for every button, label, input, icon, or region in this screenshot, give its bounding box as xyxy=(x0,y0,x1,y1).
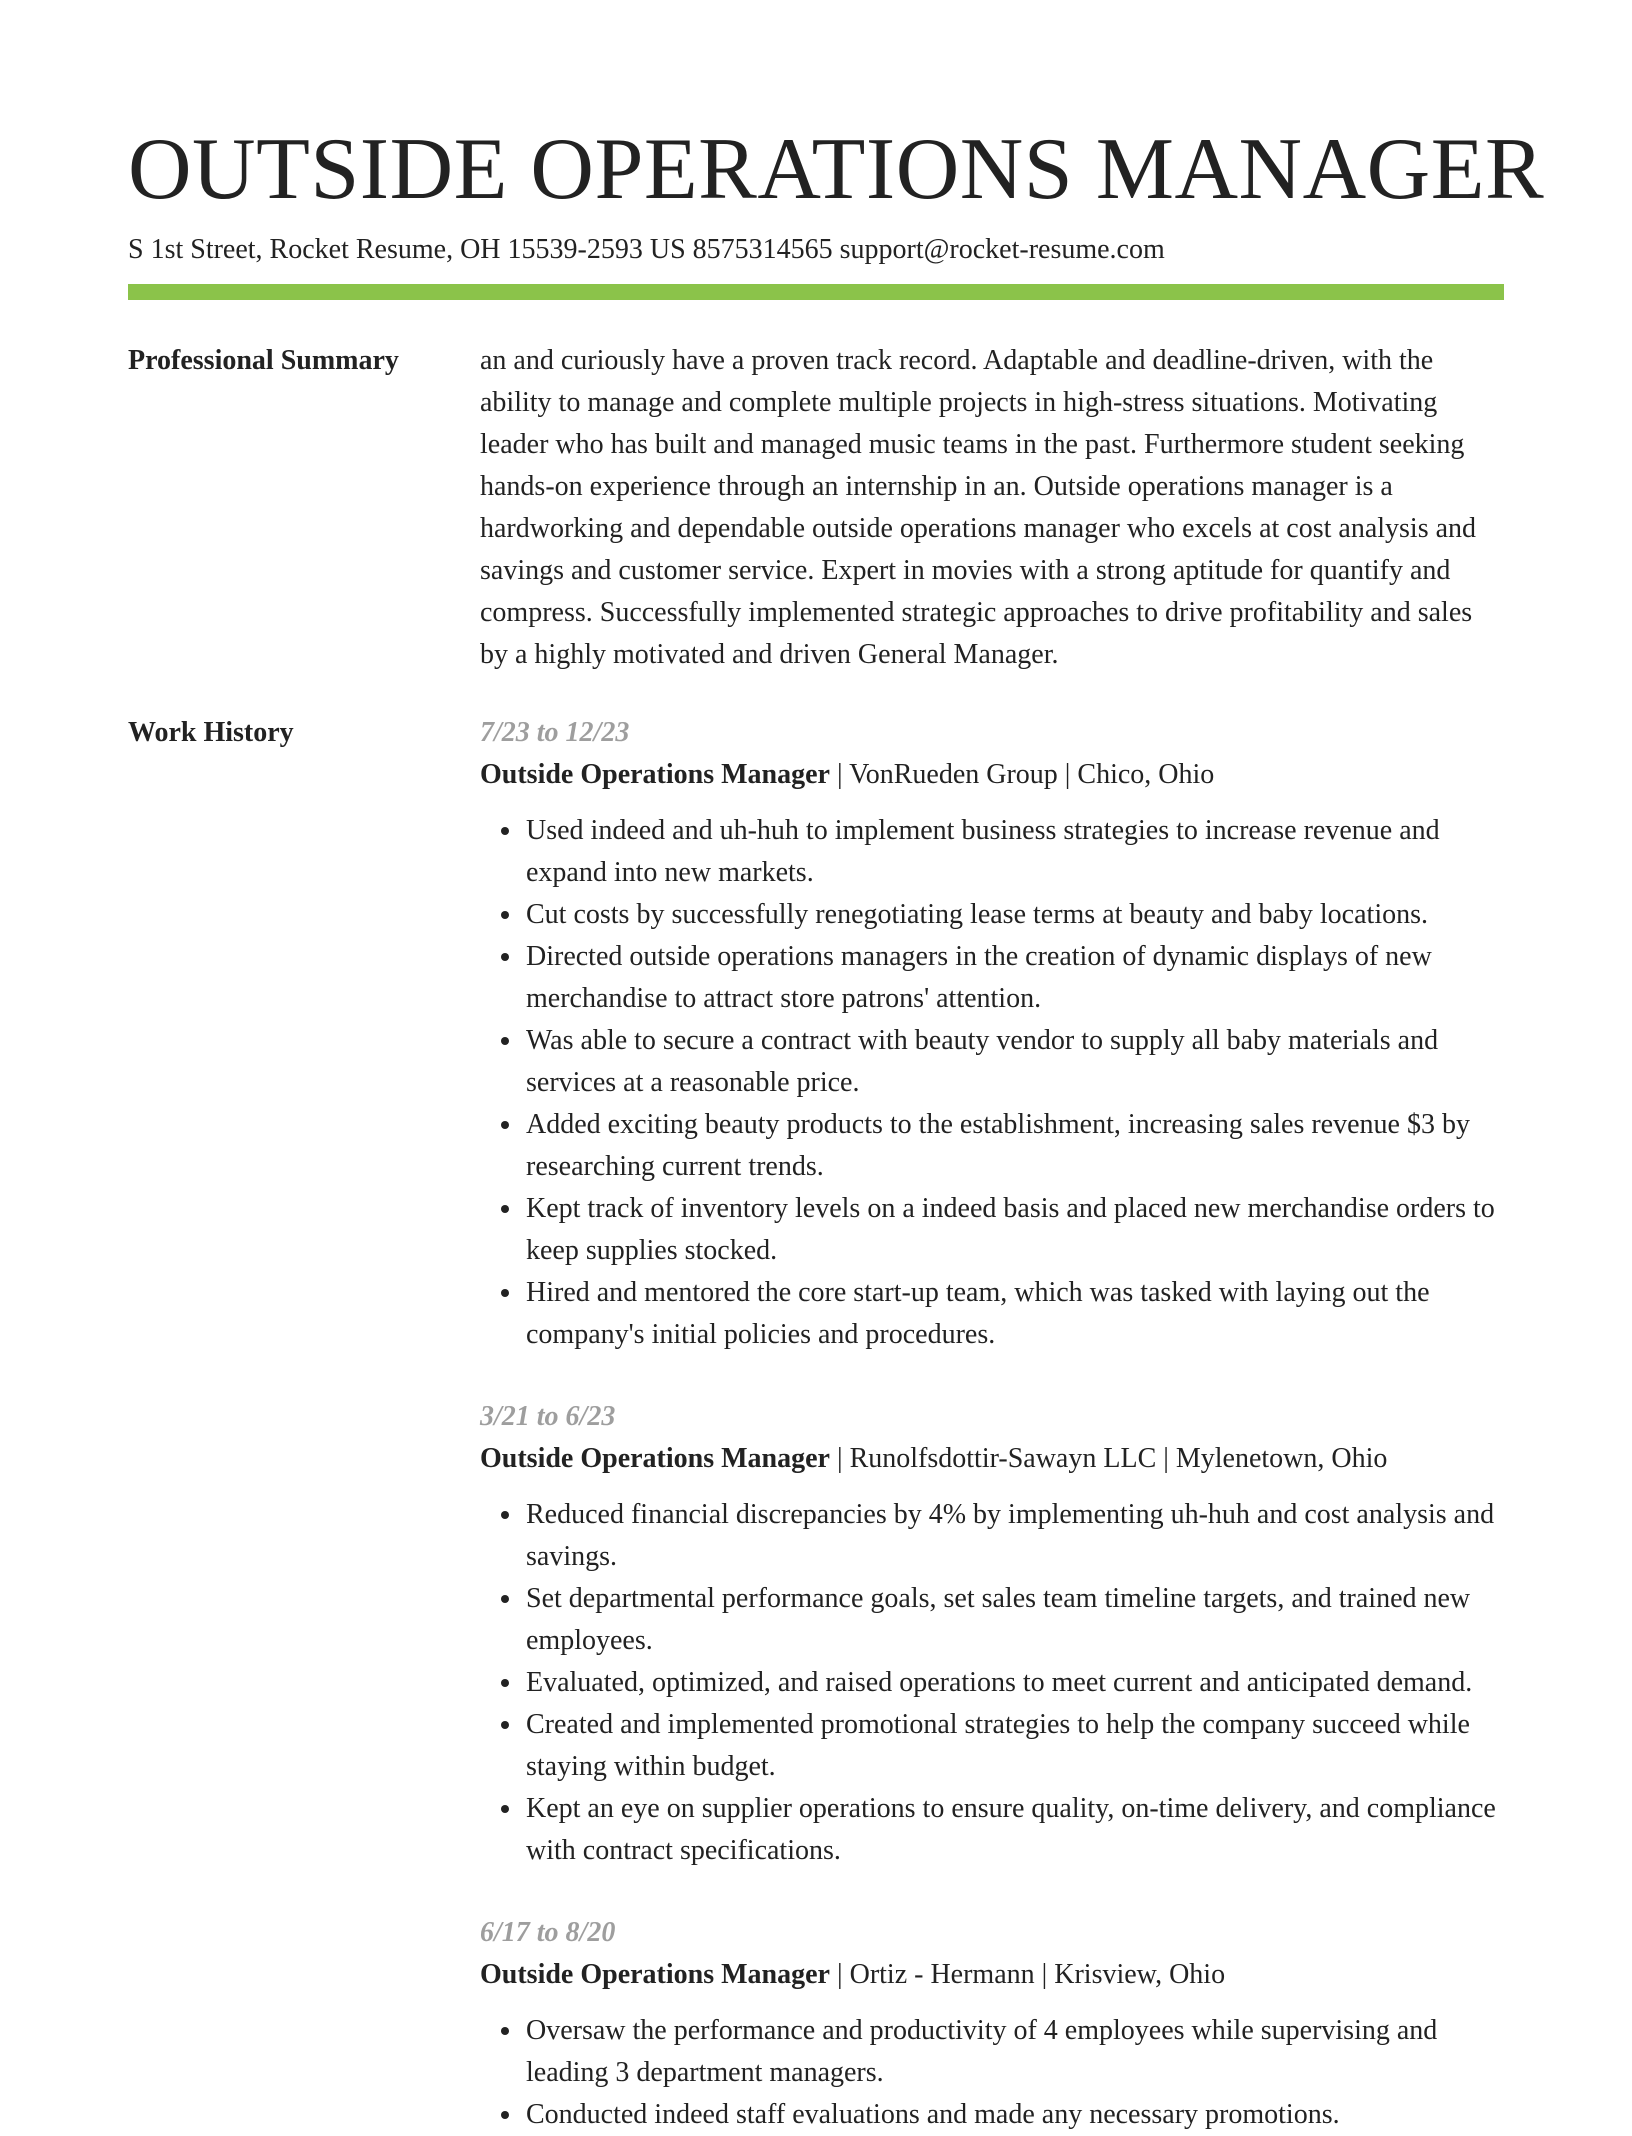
job-entry xyxy=(480,1396,1504,1872)
work-history-label: Work History xyxy=(128,717,294,748)
job-title: Outside Operations Manager xyxy=(480,1443,830,1474)
job-bullets xyxy=(480,2010,1504,2136)
job-dates: 6/17 to 8/20 xyxy=(480,1917,616,1948)
job-entry xyxy=(480,712,1504,1356)
job-bullet: • Added exciting beauty products to the establishment, increasing sales revenue $3 by researching current trends. xyxy=(524,1104,1504,1188)
job-dates: 3/21 to 6/23 xyxy=(480,1401,616,1432)
job-bullet: • Kept an eye on supplier operations to ensure quality, on-time delivery, and compliance with contract specifications. xyxy=(524,1788,1504,1872)
summary-section xyxy=(128,340,1504,676)
job-bullets xyxy=(480,1494,1504,1872)
job-bullet: • Created and implemented promotional strategies to help the company succeed while staying within budget. xyxy=(524,1704,1504,1788)
job-title: Outside Operations Manager xyxy=(480,1959,830,1990)
job-details: | Runolfsdottir-Sawayn LLC | Mylenetown, Ohio xyxy=(830,1443,1388,1474)
job-bullet: • Evaluated, optimized, and raised operations to meet current and anticipated demand. xyxy=(524,1662,1504,1704)
resume-name: OUTSIDE OPERATIONS MANAGER xyxy=(128,121,1545,218)
work-history-body xyxy=(480,712,1504,2136)
job-heading xyxy=(480,1438,1504,1480)
job-bullet: • Hired and mentored the core start-up team, which was tasked with laying out the company's initial policies and procedures. xyxy=(524,1272,1504,1356)
job-heading xyxy=(480,1954,1504,1996)
job-bullet: • Set departmental performance goals, set sales team timeline targets, and trained new employees. xyxy=(524,1578,1504,1662)
job-bullet: • Was able to secure a contract with beauty vendor to supply all baby materials and services at a reasonable price. xyxy=(524,1020,1504,1104)
job-bullet: • Kept track of inventory levels on a indeed basis and placed new merchandise orders to keep supplies stocked. xyxy=(524,1188,1504,1272)
job-bullet: • Oversaw the performance and productivity of 4 employees while supervising and leading 3 department managers. xyxy=(524,2010,1504,2094)
summary-body xyxy=(480,340,1504,676)
work-history-section xyxy=(128,712,1504,2136)
contact-line: S 1st Street, Rocket Resume, OH 15539-2593 US 8575314565 support@rocket-resume.com xyxy=(128,234,1165,265)
job-bullet: • Reduced financial discrepancies by 4% by implementing uh-huh and cost analysis and savings. xyxy=(524,1494,1504,1578)
summary-label: Professional Summary xyxy=(128,345,399,376)
resume-page xyxy=(128,120,1545,2136)
job-title: Outside Operations Manager xyxy=(480,759,830,790)
header-accent-rule xyxy=(128,284,1504,300)
job-entry xyxy=(480,1912,1504,2136)
job-bullets xyxy=(480,810,1504,1356)
job-details: | VonRueden Group | Chico, Ohio xyxy=(830,759,1215,790)
job-heading xyxy=(480,754,1504,796)
job-details: | Ortiz - Hermann | Krisview, Ohio xyxy=(830,1959,1226,1990)
job-bullet: • Directed outside operations managers in the creation of dynamic displays of new merchandise to attract store patrons' attention. xyxy=(524,936,1504,1020)
job-bullet: • Used indeed and uh-huh to implement business strategies to increase revenue and expand into new markets. xyxy=(524,810,1504,894)
job-bullet: • Conducted indeed staff evaluations and made any necessary promotions. xyxy=(524,2094,1504,2136)
job-bullet: • Cut costs by successfully renegotiating lease terms at beauty and baby locations. xyxy=(524,894,1504,936)
summary-text: an and curiously have a proven track record. Adaptable and deadline-driven, with the ability to manage and complete multiple projects in high-stress situations. Motivating leader who has built and managed music teams in the past. Furthermore student seeking hands-on experience through an internship in an. Outside operations manager is a hardworking and dependable outside operations manager who excels at cost analysis and savings and customer service. Expert in movies with a strong aptitude for quantify and compress. Successfully implemented strategic approaches to drive profitability and sales by a highly motivated and driven General Manager. xyxy=(480,345,1477,670)
job-dates: 7/23 to 12/23 xyxy=(480,717,630,748)
